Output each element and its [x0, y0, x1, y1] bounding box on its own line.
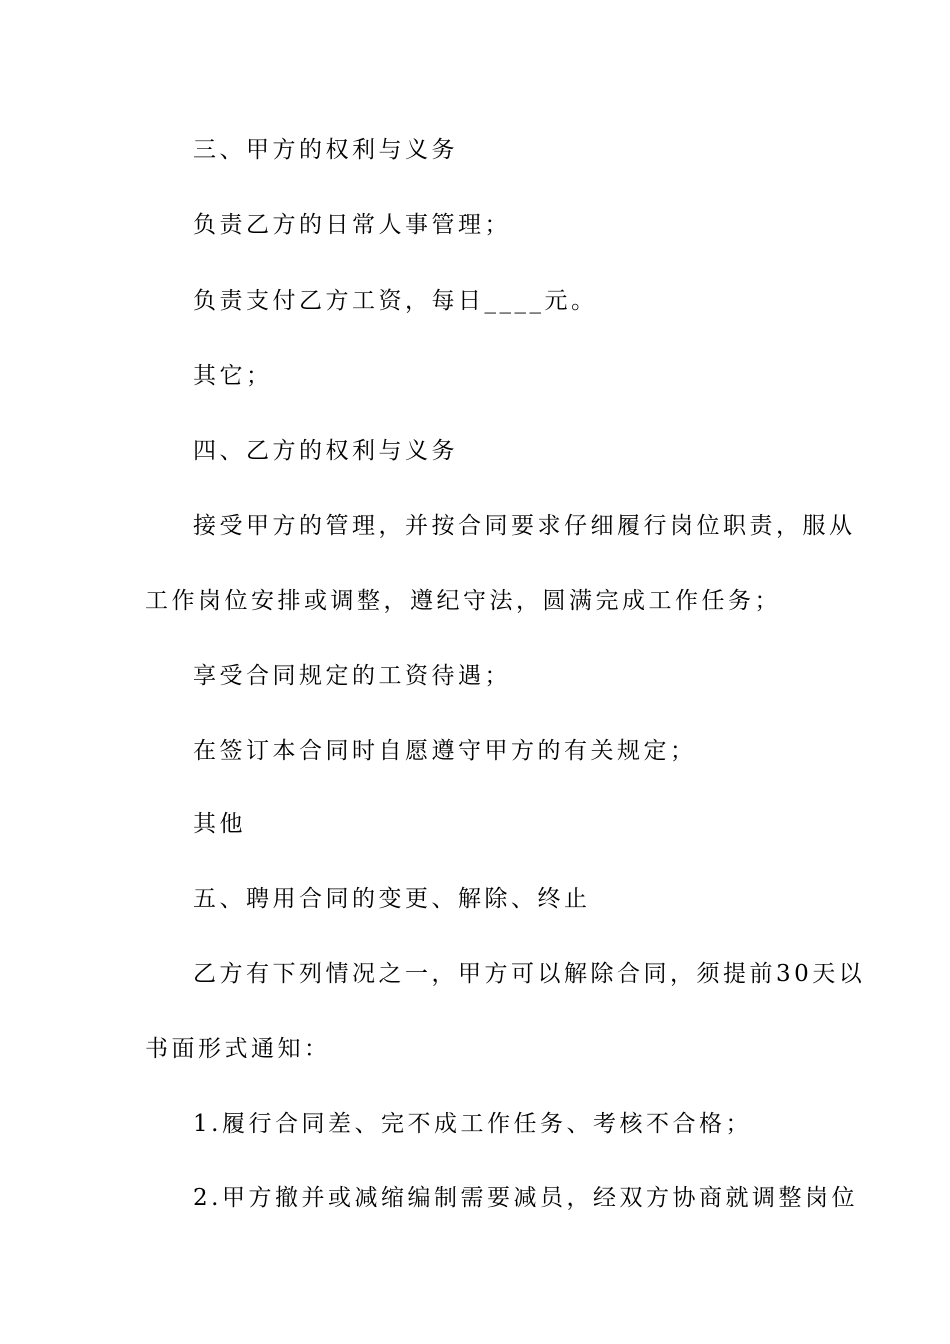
paragraph-line: 其它； — [193, 363, 273, 389]
paragraph-line: 负责支付乙方工资，每日____元。 — [193, 288, 598, 314]
section-heading-party-a-rights: 三、甲方的权利与义务 — [193, 137, 458, 163]
paragraph-line: 工作岗位安排或调整，遵纪守法，圆满完成工作任务； — [145, 588, 781, 614]
list-item: 2.甲方撤并或减缩编制需要减员，经双方协商就调整岗位 — [193, 1185, 858, 1211]
paragraph-line: 其他 — [193, 811, 246, 837]
paragraph-line: 在签订本合同时自愿遵守甲方的有关规定； — [193, 738, 697, 764]
paragraph-line: 负责乙方的日常人事管理； — [193, 212, 511, 238]
paragraph-line: 书面形式通知： — [145, 1036, 331, 1062]
paragraph-line: 乙方有下列情况之一，甲方可以解除合同，须提前30天以 — [193, 961, 866, 987]
paragraph-line: 享受合同规定的工资待遇； — [193, 663, 511, 689]
list-item: 1.履行合同差、完不成工作任务、考核不合格； — [193, 1111, 752, 1137]
section-heading-party-b-rights: 四、乙方的权利与义务 — [193, 438, 458, 464]
section-heading-contract-change: 五、聘用合同的变更、解除、终止 — [193, 886, 591, 912]
paragraph-line: 接受甲方的管理，并按合同要求仔细履行岗位职责，服从 — [193, 513, 856, 539]
